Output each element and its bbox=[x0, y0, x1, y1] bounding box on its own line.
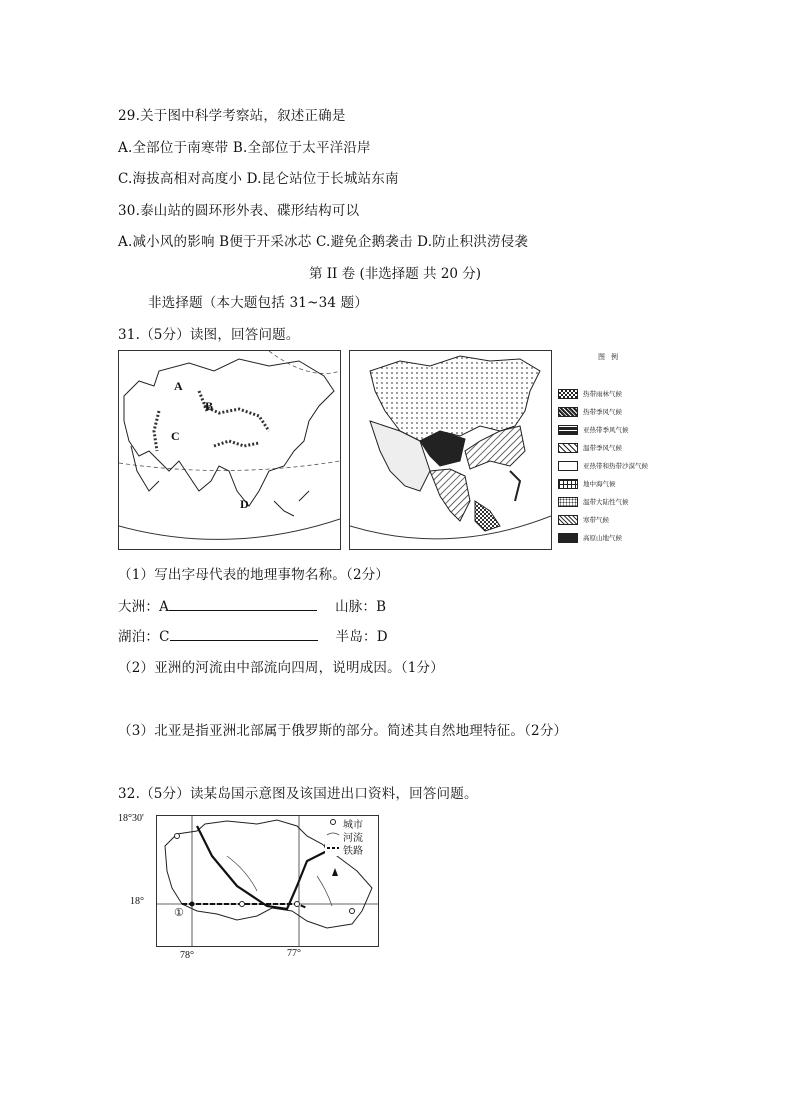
q29-options-cd: C.海拔高相对高度小 D.昆仑站位于长城站东南 bbox=[118, 171, 399, 187]
continent-label: 大洲：A bbox=[118, 599, 170, 615]
legend-item bbox=[558, 515, 609, 525]
q31-sub3: （3）北亚是指亚洲北部属于俄罗斯的部分。简述其自然地理特征。（2分） bbox=[118, 723, 568, 739]
legend-item bbox=[558, 443, 622, 453]
lat-mid-label: 18° bbox=[130, 896, 144, 907]
lake-label: 湖泊：C bbox=[118, 629, 170, 645]
map-label-b: B bbox=[205, 399, 214, 413]
q32-stem: 32.（5分）读某岛国示意图及该国进出口资料，回答问题。 bbox=[118, 786, 478, 802]
q30-stem: 30.泰山站的圆环形外表、碟形结构可以 bbox=[118, 203, 360, 219]
legend-item bbox=[558, 407, 622, 417]
section-subtitle: 非选择题（本大题包括 31~34 题） bbox=[148, 295, 369, 311]
lon-left-label: 78° bbox=[180, 950, 194, 961]
q31-sub1: （1）写出字母代表的地理事物名称。（2分） bbox=[118, 567, 390, 583]
legend-label: 高原山地气候 bbox=[583, 534, 622, 542]
legend-item bbox=[558, 497, 629, 507]
section-title: 第 II 卷 (非选择题 共 20 分) bbox=[308, 266, 482, 282]
asia-physical-map-drawing bbox=[119, 351, 340, 549]
q31-sub2: （2）亚洲的河流由中部流向四周，说明成因。（1分） bbox=[118, 660, 444, 676]
answer-blank-c[interactable] bbox=[170, 629, 318, 641]
legend-label: 温带季风气候 bbox=[583, 444, 622, 452]
legend-label: 热带季风气候 bbox=[583, 408, 622, 416]
legend-swatch bbox=[558, 425, 578, 435]
legend-swatch bbox=[558, 533, 578, 543]
peninsula-label: 半岛：D bbox=[335, 629, 388, 645]
location-marker-1: ① bbox=[174, 907, 184, 919]
asia-physical-map bbox=[118, 350, 341, 550]
q29-options-ab: A.全部位于南寒带 B.全部位于太平洋沿岸 bbox=[118, 140, 371, 156]
mountain-label: 山脉：B bbox=[335, 599, 387, 615]
lon-right-label: 77° bbox=[287, 948, 301, 959]
legend-swatch bbox=[558, 389, 578, 399]
island-map bbox=[156, 815, 379, 947]
legend-label: 亚热带和热带沙漠气候 bbox=[583, 462, 648, 470]
q31-answer-row-1 bbox=[118, 595, 386, 615]
legend-label: 寒带气候 bbox=[583, 516, 609, 524]
legend-swatch bbox=[558, 497, 578, 507]
lat-top-label: 18°30' bbox=[118, 813, 144, 824]
q31-answer-row-2 bbox=[118, 625, 388, 645]
q30-options: A.减小风的影响 B便于开采冰芯 C.避免企鹅袭击 D.防止积洪涝侵袭 bbox=[118, 234, 529, 250]
map-label-d: D bbox=[240, 497, 249, 511]
legend-item bbox=[558, 461, 648, 471]
legend-item bbox=[558, 389, 622, 399]
map-label-a: A bbox=[174, 379, 183, 393]
legend-swatch bbox=[558, 443, 578, 453]
legend-river: 河流 bbox=[343, 833, 363, 844]
legend-item bbox=[558, 533, 622, 543]
q31-stem: 31.（5分）读图，回答问题。 bbox=[118, 327, 300, 343]
legend-swatch bbox=[558, 407, 578, 417]
legend-railway: 铁路 bbox=[343, 846, 363, 857]
legend-label: 热带雨林气候 bbox=[583, 390, 622, 398]
asia-climate-map-drawing bbox=[350, 351, 551, 549]
map-label-c: C bbox=[171, 429, 180, 443]
asia-climate-map bbox=[349, 350, 552, 550]
legend-swatch bbox=[558, 515, 578, 525]
q29-stem: 29.关于图中科学考察站，叙述正确是 bbox=[118, 108, 346, 124]
legend-swatch bbox=[558, 461, 578, 471]
answer-blank-a[interactable] bbox=[169, 599, 317, 611]
legend-item bbox=[558, 425, 629, 435]
legend-label: 地中海气候 bbox=[583, 480, 616, 488]
legend-city: 城市 bbox=[343, 820, 363, 831]
legend-item bbox=[558, 479, 616, 489]
legend-label: 温带大陆性气候 bbox=[583, 498, 629, 506]
legend-title: 图例 bbox=[598, 353, 624, 361]
legend-swatch bbox=[558, 479, 578, 489]
legend-label: 亚热带季风气候 bbox=[583, 426, 629, 434]
